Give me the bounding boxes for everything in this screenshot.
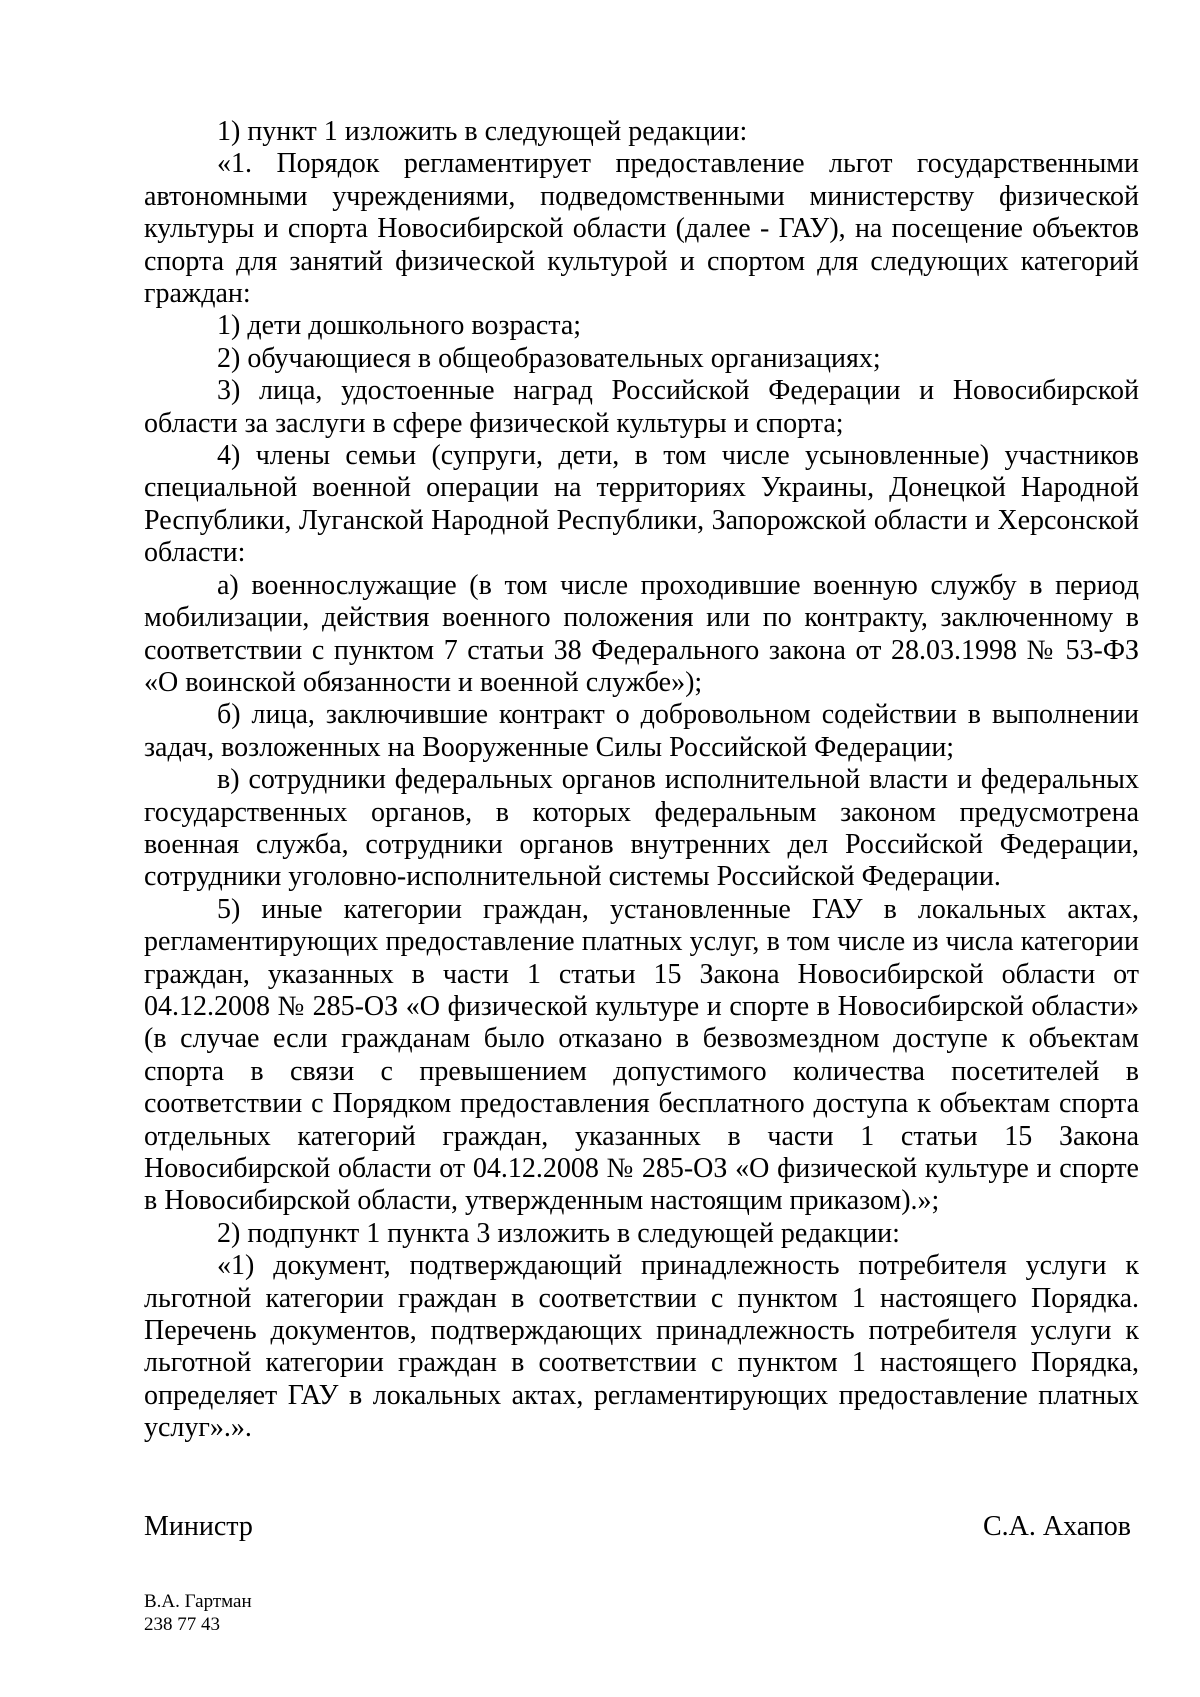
category-svo-family-members: 4) члены семьи (супруги, дети, в том числе усыновленные) участников специальной военной операции на территориях Украины, Донецкой Народной Республики, Луганской Народной Республики, Запорожской области и Херсонской области: — [144, 440, 1139, 569]
executor-block — [144, 1590, 252, 1636]
category-students: 2) обучающиеся в общеобразовательных организациях; — [217, 342, 881, 374]
category-award-holders: 3) лица, удостоенные наград Российской Федерации и Новосибирской области за заслуги в сфере физической культуры и спорта; — [144, 375, 1139, 439]
signature-name: С.А. Ахапов — [983, 1511, 1132, 1542]
category-preschool-children: 1) дети дошкольного возраста; — [217, 310, 582, 342]
executor-name: В.А. Гартман — [144, 1591, 252, 1612]
subclause-1-text: «1) документ, подтверждающий принадлежность потребителя услуги к льготной категории граждан в соответствии с пунктом 1 настоящего Порядка. Перечень документов, подтверждающих принадлежность потребителя услуги к льготной категории граждан в соответствии с пунктом 1 настоящего Порядка, определяет ГАУ в локальных актах, регламентирующих предоставление платных услуг».». — [144, 1250, 1139, 1444]
amendment-item-2-heading: 2) подпункт 1 пункта 3 изложить в следующей редакции: — [217, 1217, 900, 1249]
clause-1-text: «1. Порядок регламентирует предоставление льгот государственными автономными учреждениями, подведомственными министерству физической культуры и спорта Новосибирской области (далее - ГАУ), на посещение объектов спорта для занятий физической культурой и спортом для следующих категорий граждан: — [144, 148, 1139, 310]
subitem-b-volunteers: б) лица, заключившие контракт о добровольном содействии в выполнении задач, возложенных на Вооруженные Силы Российской Федерации; — [144, 699, 1139, 763]
subitem-a-military: а) военнослужащие (в том числе проходившие военную службу в период мобилизации, действия военного положения или по контракту, заключенному в соответствии с пунктом 7 статьи 38 Федерального закона от 28.03.1998 № 53-ФЗ «О воинской обязанности и военной службе»); — [144, 569, 1139, 698]
category-other-citizens: 5) иные категории граждан, установленные ГАУ в локальных актах, регламентирующих предоставление платных услуг, в том числе из числа категории граждан, указанных в части 1 статьи 15 Закона Новосибирской области от 04.12.2008 № 285-ОЗ «О физической культуре и спорте в Новосибирской области» (в случае если гражданам было отказано в безвозмездном доступе к объектам спорта в связи с превышением допустимого количества посетителей в соответствии с Порядком предоставления бесплатного доступа к объектам спорта отдельных категорий граждан, указанных в части 1 статьи 15 Закона Новосибирской области от 04.12.2008 № 285-ОЗ «О физической культуре и спорте в Новосибирской области, утвержденным настоящим приказом).»; — [144, 893, 1139, 1217]
amendment-item-1-heading: 1) пункт 1 изложить в следующей редакции: — [217, 116, 748, 147]
executor-phone: 238 77 43 — [144, 1614, 220, 1635]
signature-position: Министр — [144, 1511, 253, 1542]
subitem-v-federal-employees: в) сотрудники федеральных органов исполнительной власти и федеральных государственных органов, в которых федеральным законом предусмотрена военная служба, сотрудники органов внутренних дел Российской Федерации, сотрудники уголовно-исполнительной системы Российской Федерации. — [144, 764, 1139, 893]
document-body — [144, 116, 1139, 1445]
